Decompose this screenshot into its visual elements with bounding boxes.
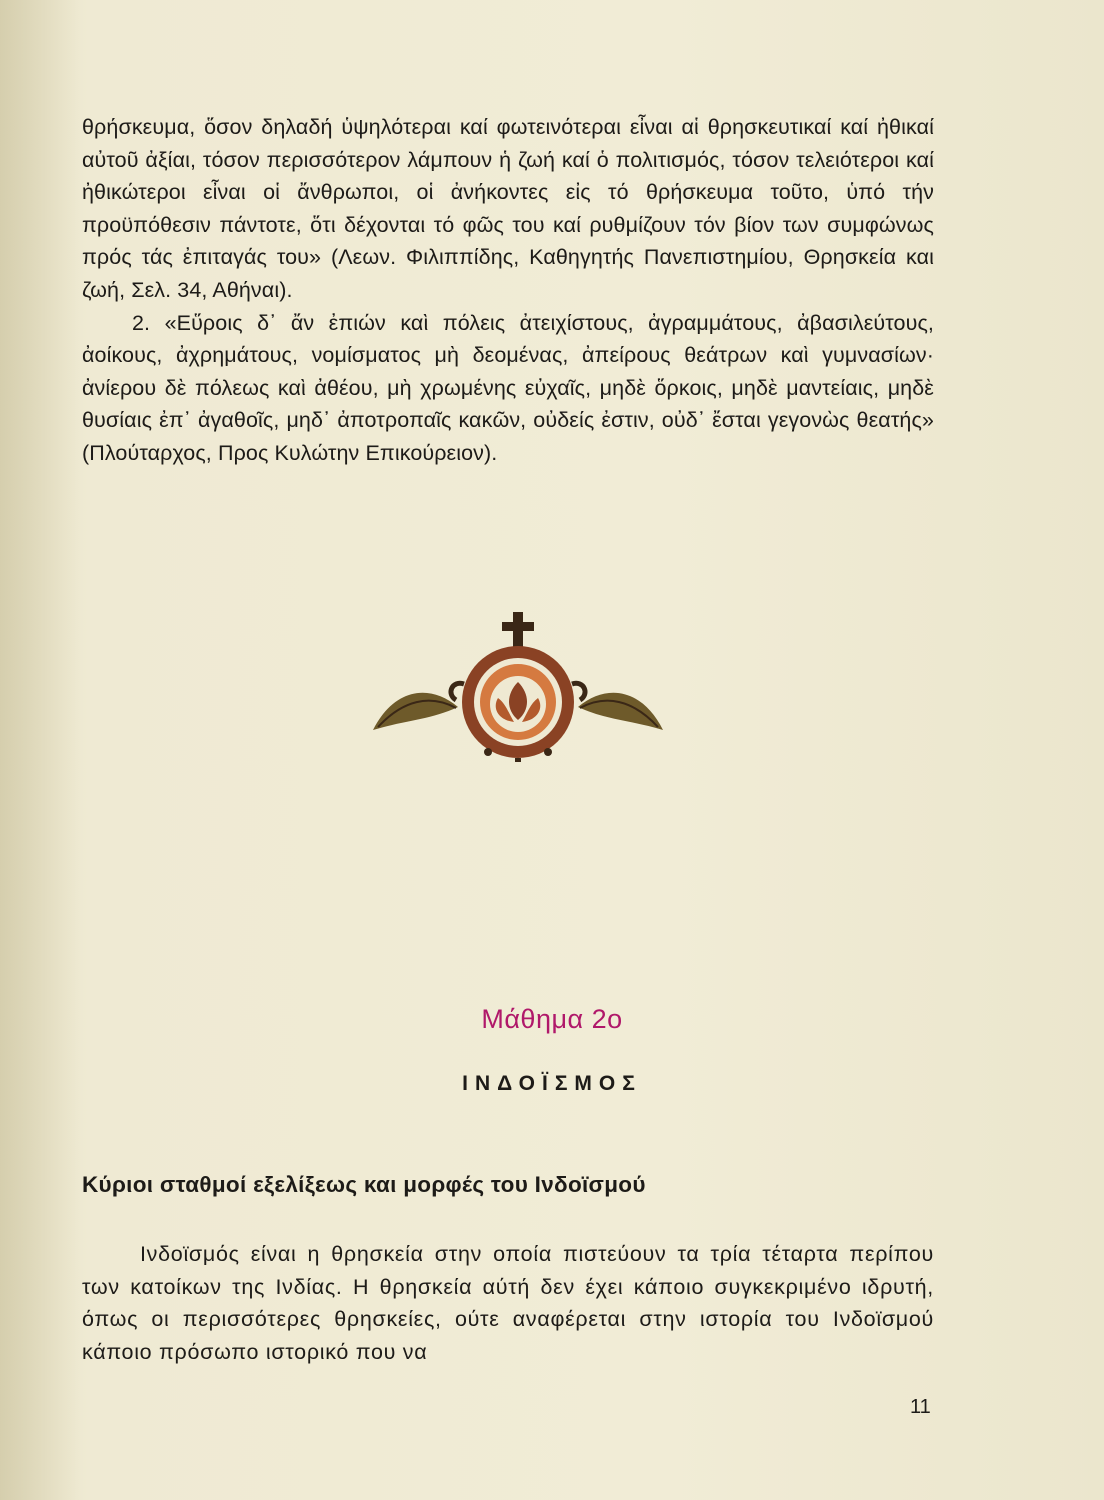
section-heading: Κύριοι σταθμοί εξελίξεως και μορφές του Ινδοϊσμού [82, 1172, 646, 1197]
quote-paragraph-1: θρήσκευμα, ὅσον δηλαδή ὑψηλότεραι καί φωτεινότεραι εἶναι αἱ θρησκευτικαί καί ἠθικαί αὐτοῦ ἀξίαι, τόσον περισσότερον λάμπουν ἡ ζωή καί ὁ πολιτισμός, τόσον τελειότεροι καί ἠθικώτεροι εἶναι οἱ ἄνθρωποι, οἱ ἀνήκοντες εἰς τό θρήσκευμα τοῦτο, ὑπό τήν προϋπόθεσιν πάντοτε, ὅτι δέχονται τό φῶς του καί ρυθμίζουν τόν βίον των συμφώνως πρός τάς ἐπιταγάς του» (Λεων. Φιλιππίδης, Καθηγητής Πανεπιστημίου, Θρησκεία και ζωή, Σελ. 34, Αθήναι). [82, 115, 934, 302]
body-text [82, 1238, 934, 1368]
chapter-title: ΙΝΔΟΪΣΜΟΣ [462, 1072, 642, 1095]
page-number: 11 [910, 1396, 931, 1418]
lesson-title: Μάθημα 2ο [481, 1004, 623, 1034]
body-paragraph: Ινδοϊσμός είναι η θρησκεία στην οποία πιστεύουν τα τρία τέταρτα περίπου των κατοίκων της Ινδίας. Η θρησκεία αύτή δεν έχει κάποιο συγκεκριμένο ιδρυτή, όπως οι περισσότερες θρησκείες, ούτε αναφέρεται στην ιστορία του Ινδοϊσμού κάποιο πρόσωπο ιστορικό που να [82, 1242, 934, 1364]
page-edge-shadow [0, 0, 80, 1500]
cross-lotus-ornament-icon [368, 612, 668, 762]
quote-paragraph-2: 2. «Εὕροις δ᾽ ἄν ἐπιών καὶ πόλεις ἀτειχίστους, ἀγραμμάτους, ἀβασιλεύτους, ἀοίκους, ἀχρημάτους, νομίσματος μὴ δεομένας, ἀπείρους θεάτρων καὶ γυμνασίων· ἀνίερου δὲ πόλεως καὶ ἀθέου, μὴ χρωμένης εὐχαῖς, μηδὲ ὅρκοις, μηδὲ μαντείαις, μηδὲ θυσίαις ἐπ᾽ ἀγαθοῖς, μηδ᾽ ἀποτροπαῖς κακῶν, οὐδείς ἐστιν, οὐδ᾽ ἔσται γεγονὼς θεατής» (Πλούταρχος, Προς Κυλώτην Επικούρειον). [82, 310, 934, 465]
quote-block [82, 111, 934, 470]
